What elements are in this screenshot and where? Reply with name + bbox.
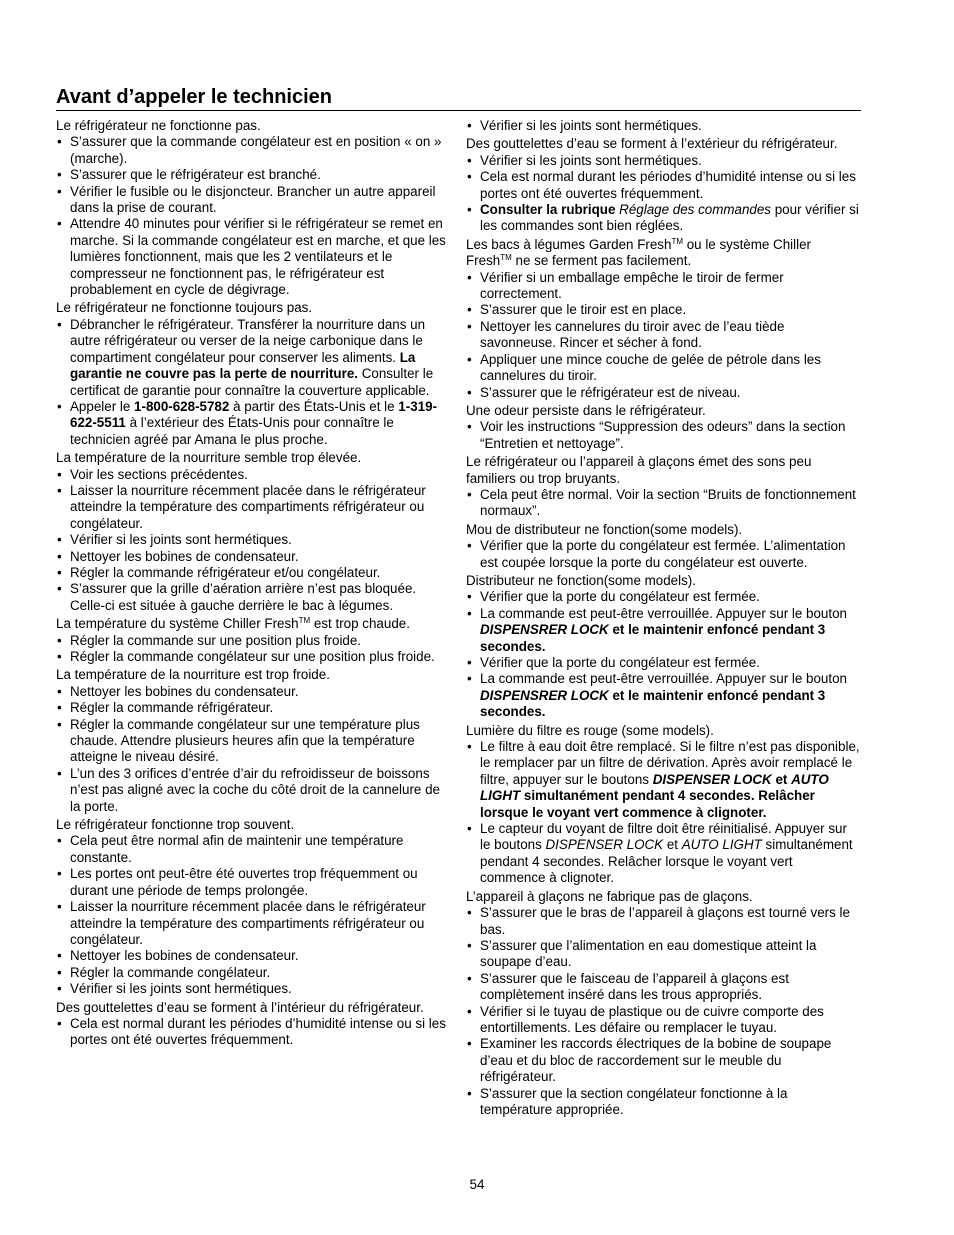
troubleshooting-bullet — [56, 948, 448, 964]
troubleshooting-bullet — [466, 739, 860, 821]
text-run: 1-800-628-5782 — [134, 398, 230, 414]
text-run: DISPENSRER LOCK — [480, 687, 609, 703]
text-run: Appeler le — [70, 398, 135, 414]
troubleshooting-bullet — [56, 549, 448, 565]
troubleshooting-bullet — [56, 965, 448, 981]
text-run: Distributeur ne fonction(some models). — [466, 572, 696, 588]
troubleshooting-bullet — [466, 270, 860, 303]
troubleshooting-heading — [466, 454, 860, 487]
text-run: DISPENSER LOCK — [545, 837, 664, 853]
text-run: Vérifier si les joints sont hermétiques. — [480, 152, 702, 168]
text-run: Cela est normal durant les périodes d’humidité intense ou si les portes ont été ouvertes fréquemment. — [70, 1015, 446, 1048]
text-run: Le capteur du voyant de filtre doit être réinitialisé. Appuyer sur le boutons — [480, 821, 847, 853]
troubleshooting-bullet — [56, 134, 448, 167]
text-run: Nettoyer les cannelures du tiroir avec de l’eau tiède savonneuse. Rincer et sécher à fond. — [480, 318, 785, 351]
text-run: La commande est peut-être verrouillée. Appuyer sur le bouton — [480, 605, 847, 621]
text-run: S’assurer que le bras de l’appareil à glaçons est tourné vers le bas. — [480, 905, 850, 937]
text-run: Consulter la rubrique — [480, 202, 616, 218]
text-run: Le filtre à eau doit être remplacé. Si le filtre n’est pas disponible, le remplacer par un filtre de dérivation. Après avoir remplacé le filtre, appuyer sur le boutons — [480, 739, 860, 787]
text-run: Vérifier si les joints sont hermétiques. — [70, 532, 292, 548]
text-run: S’assurer que la grille d’aération arrière n’est pas bloquée. Celle-ci est située à gauche derrière le bac à légumes. — [70, 581, 417, 613]
text-run: pour vérifier si les commandes sont bien réglées. — [480, 202, 859, 234]
text-run: AUTO LIGHT — [681, 837, 762, 853]
troubleshooting-bullet — [56, 399, 448, 448]
troubleshooting-bullet — [466, 118, 860, 134]
text-run: Les portes ont peut-être été ouvertes trop fréquemment ou durant une période de temps prolongée. — [70, 866, 418, 898]
troubleshooting-heading — [466, 136, 860, 152]
troubleshooting-bullet — [56, 766, 448, 815]
text-run: Réglage des commandes — [619, 202, 772, 218]
troubleshooting-heading — [466, 522, 860, 538]
text-run: S’assurer que le réfrigérateur est branché. — [70, 167, 321, 183]
text-run: Vérifier que la porte du congélateur est fermée. L’alimentation est coupée lorsque la porte du congélateur est ouverte. — [480, 538, 846, 570]
troubleshooting-bullet — [466, 1004, 860, 1037]
text-run: Cela peut être normal afin de maintenir une température constante. — [70, 833, 404, 865]
text-run: Cela est normal durant les périodes d’humidité intense ou si les portes ont été ouvertes fréquemment. — [480, 169, 856, 201]
right-column — [466, 118, 860, 1118]
troubleshooting-bullet — [466, 202, 860, 235]
troubleshooting-heading — [466, 573, 860, 589]
text-run: ou le système Chiller Fresh — [466, 236, 812, 269]
troubleshooting-bullet — [466, 153, 860, 169]
text-run: La température de la nourriture est trop froide. — [56, 667, 330, 683]
troubleshooting-bullet — [466, 538, 860, 571]
text-run: Vérifier si les joints sont hermétiques. — [70, 981, 292, 997]
text-run: Le réfrigérateur ne fonctionne pas. — [56, 118, 261, 133]
text-run: Régler la commande congélateur. — [70, 964, 271, 980]
troubleshooting-bullet — [466, 905, 860, 938]
title-rule — [56, 110, 861, 111]
text-run: DISPENSER LOCK — [652, 771, 772, 787]
troubleshooting-bullet — [56, 981, 448, 997]
text-run: S’assurer que la section congélateur fonctionne à la température appropriée. — [480, 1085, 788, 1117]
text-run: S’assurer que la commande congélateur est en position « on » (marche). — [70, 134, 442, 166]
troubleshooting-bullet — [56, 633, 448, 649]
text-run: AUTO LIGHT — [480, 771, 829, 804]
text-run: La garantie ne couvre pas la perte de nourriture. — [70, 349, 416, 382]
troubleshooting-heading — [466, 403, 860, 419]
text-run: Régler la commande congélateur sur une température plus chaude. Attendre plusieurs heures afin que la température atteigne le niveau désiré. — [70, 716, 420, 765]
text-run: S’assurer que le tiroir est en place. — [480, 302, 687, 318]
text-run: DISPENSRER LOCK — [480, 622, 609, 638]
trademark-mark: TM — [671, 236, 683, 246]
text-run: et le maintenir enfoncé pendant 3 secondes. — [480, 687, 826, 720]
text-run: Vérifier si un emballage empêche le tiroir de fermer correctement. — [480, 269, 784, 302]
troubleshooting-heading — [466, 237, 860, 270]
text-run: et le maintenir enfoncé pendant 3 secondes. — [480, 622, 826, 654]
troubleshooting-bullet — [466, 319, 860, 352]
text-run: Régler la commande réfrigérateur. — [70, 700, 274, 716]
troubleshooting-bullet — [466, 671, 860, 720]
text-run: 1-319-622-5511 — [70, 398, 438, 431]
text-run: Cela peut être normal. Voir la section “Bruits de fonctionnement normaux”. — [480, 486, 856, 519]
text-run: Le réfrigérateur fonctionne trop souvent. — [56, 817, 295, 833]
text-run: Consulter le certificat de garantie pour connaître la couverture applicable. — [70, 366, 434, 398]
troubleshooting-bullet — [56, 317, 448, 399]
troubleshooting-heading — [56, 118, 448, 134]
text-run: Des gouttelettes d’eau se forment à l’extérieur du réfrigérateur. — [466, 136, 838, 152]
troubleshooting-bullet — [466, 385, 860, 401]
troubleshooting-heading — [466, 723, 860, 739]
text-run: Des gouttelettes d’eau se forment à l’intérieur du réfrigérateur. — [56, 999, 424, 1015]
text-run: L’appareil à glaçons ne fabrique pas de glaçons. — [466, 888, 753, 904]
text-run: Le réfrigérateur ou l’appareil à glaçons émet des sons peu familiers ou trop bruyants. — [466, 454, 812, 486]
troubleshooting-bullet — [466, 938, 860, 971]
text-run: Nettoyer les bobines du condensateur. — [70, 683, 299, 699]
troubleshooting-bullet — [56, 216, 448, 298]
troubleshooting-bullet — [56, 483, 448, 532]
text-run: Le réfrigérateur ne fonctionne toujours pas. — [56, 300, 313, 316]
text-run: Laisser la nourriture récemment placée dans le réfrigérateur atteindre la température des compartiments réfrigérateur ou congélateur. — [70, 482, 426, 531]
troubleshooting-heading — [466, 889, 860, 905]
text-run: Laisser la nourriture récemment placée dans le réfrigérateur atteindre la température des compartiments réfrigérateur ou congélateur. — [70, 899, 426, 947]
text-run: Voir les sections précédentes. — [70, 466, 248, 482]
text-run: S’assurer que le faisceau de l’appareil à glaçons est complètement inséré dans les trous appropriés. — [480, 970, 789, 1003]
troubleshooting-heading — [56, 450, 448, 466]
text-run: S’assurer que l’alimentation en eau domestique atteint la soupape d’eau. — [480, 937, 817, 970]
troubleshooting-bullet — [466, 352, 860, 385]
text-run: La température de la nourriture semble trop élevée. — [56, 450, 362, 466]
text-run: Nettoyer les bobines de condensateur. — [70, 548, 299, 564]
text-run: S’assurer que le réfrigérateur est de niveau. — [480, 384, 741, 400]
troubleshooting-bullet — [56, 899, 448, 948]
text-run: ne se ferment pas facilement. — [511, 253, 692, 269]
troubleshooting-heading — [56, 616, 448, 632]
text-run: La température du système Chiller Fresh — [56, 616, 299, 632]
text-run: L’un des 3 orifices d’entrée d’air du refroidisseur de boissons n’est pas aligné avec la coche du côté droit de la cannelure de la porte. — [70, 765, 440, 814]
text-run: à partir des États-Unis et le — [229, 398, 399, 414]
page-number: 54 — [469, 1177, 485, 1192]
troubleshooting-bullet — [466, 655, 860, 671]
left-column — [56, 118, 448, 1049]
text-run: Appliquer une mince couche de gelée de pétrole dans les cannelures du tiroir. — [480, 351, 821, 384]
troubleshooting-bullet — [56, 1016, 448, 1049]
text-run: Vérifier que la porte du congélateur est fermée. — [480, 589, 760, 605]
text-run: Vérifier si les joints sont hermétiques. — [480, 118, 702, 133]
text-run: et — [771, 771, 792, 787]
troubleshooting-bullet — [466, 606, 860, 655]
troubleshooting-bullet — [56, 866, 448, 899]
troubleshooting-bullet — [56, 532, 448, 548]
text-run: Une odeur persiste dans le réfrigérateur. — [466, 402, 706, 418]
troubleshooting-heading — [56, 1000, 448, 1016]
troubleshooting-bullet — [56, 581, 448, 614]
troubleshooting-bullet — [56, 649, 448, 665]
trademark-mark: TM — [298, 616, 311, 626]
troubleshooting-bullet — [466, 1036, 860, 1085]
text-run: est trop chaude. — [310, 616, 410, 632]
text-run: à l’extérieur des États-Unis pour connaître le technicien agréé par Amana le plus proche. — [70, 415, 394, 447]
troubleshooting-bullet — [466, 302, 860, 318]
troubleshooting-bullet — [466, 971, 860, 1004]
text-run: Nettoyer les bobines de condensateur. — [70, 948, 299, 964]
text-run: Les bacs à légumes Garden Fresh — [466, 236, 672, 252]
text-run: simultanément pendant 4 secondes. Relâcher lorsque le voyant vert commence à clignoter. — [480, 837, 853, 886]
text-run: Attendre 40 minutes pour vérifier si le réfrigérateur se remet en marche. Si la commande congélateur est en marche, et que les lumières fonctionnent, mais que les 2 ventilateurs et le compresseur ne fonctionnent pas, le réfrigérateur est probablement en cycle de dégivrage. — [70, 216, 446, 298]
text-run: Vérifier que la porte du congélateur est fermée. — [480, 655, 760, 670]
troubleshooting-bullet — [56, 184, 448, 217]
text-run: et — [663, 837, 682, 853]
text-run: Vérifier le fusible ou le disjoncteur. Brancher un autre appareil dans la prise de courant. — [70, 183, 436, 216]
troubleshooting-bullet — [56, 700, 448, 716]
troubleshooting-bullet — [56, 565, 448, 581]
troubleshooting-bullet — [466, 419, 860, 452]
troubleshooting-heading — [56, 817, 448, 833]
troubleshooting-bullet — [56, 684, 448, 700]
troubleshooting-bullet — [56, 167, 448, 183]
trademark-mark: TM — [500, 253, 512, 263]
text-run: Débrancher le réfrigérateur. Transférer la nourriture dans un autre réfrigérateur ou verser de la neige carbonique dans le compartiment congélateur pour conserver les aliments. — [70, 316, 426, 365]
troubleshooting-bullet — [56, 717, 448, 766]
text-run: Voir les instructions “Suppression des odeurs” dans la section “Entretien et nettoyage”. — [480, 419, 846, 451]
text-run: Lumière du filtre es rouge (some models). — [466, 722, 714, 738]
troubleshooting-heading — [56, 300, 448, 316]
page-title: Avant d’appeler le technicien — [56, 86, 333, 108]
text-run: Examiner les raccords électriques de la bobine de soupape d’eau et du bloc de raccordement sur le meuble du réfrigérateur. — [480, 1036, 832, 1085]
troubleshooting-bullet — [56, 467, 448, 483]
troubleshooting-bullet — [466, 821, 860, 887]
text-run: Régler la commande congélateur sur une position plus froide. — [70, 649, 435, 664]
text-run: La commande est peut-être verrouillée. Appuyer sur le bouton — [480, 671, 847, 687]
text-run: Régler la commande sur une position plus froide. — [70, 632, 362, 648]
text-run: simultanément pendant 4 secondes. Relâcher lorsque le voyant vert commence à clignoter. — [480, 788, 815, 820]
text-run: Vérifier si le tuyau de plastique ou de cuivre comporte des entortillements. Les défaire ou remplacer le tuyau. — [480, 1003, 824, 1035]
troubleshooting-bullet — [466, 169, 860, 202]
troubleshooting-bullet — [56, 833, 448, 866]
troubleshooting-heading — [56, 667, 448, 683]
text-run: Régler la commande réfrigérateur et/ou congélateur. — [70, 564, 381, 580]
troubleshooting-bullet — [466, 589, 860, 605]
troubleshooting-bullet — [466, 487, 860, 520]
text-run: Mou de distributeur ne fonction(some models). — [466, 521, 743, 537]
troubleshooting-bullet — [466, 1086, 860, 1119]
